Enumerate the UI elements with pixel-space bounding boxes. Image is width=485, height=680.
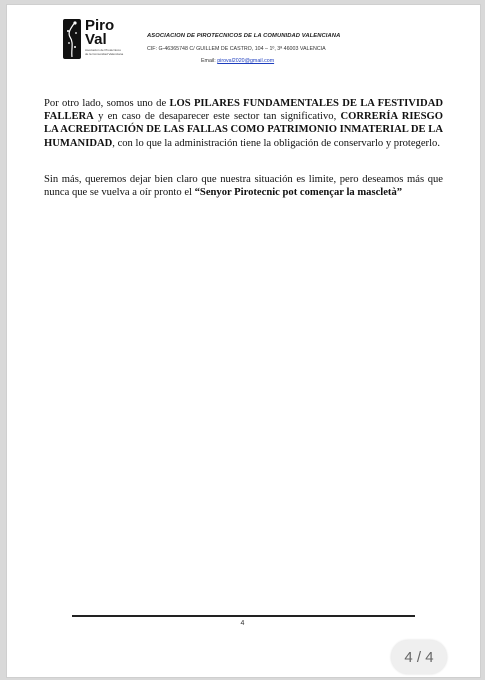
paragraph-1 (44, 97, 443, 150)
header-email (201, 58, 274, 64)
logo-wordmark (85, 19, 114, 47)
p1-bold-d: CORRERÍA RIESGO LA ACREDITACIÓN DE LAS FALLAS COMO PATRIMONIO INMATERIAL DE LA HUMANIDAD (44, 111, 443, 149)
header-cif-address: CIF: G-46365748 C/ GUILLEM DE CASTRO, 104 – 1º, 3ª 46003 VALENCIA (147, 46, 326, 52)
page-number: 4 (240, 620, 245, 627)
logo-line-1: Piro (85, 17, 115, 34)
p1-bold-b: LOS PILARES FUNDAMENTALES DE LA FESTIVIDAD FALLERA (44, 98, 444, 123)
p1-text-e: , con lo que la administración tiene la obligación de conservarlo y protegerlo. (112, 137, 440, 149)
p2-text-a: Sin más, queremos dejar bien claro que nuestra situación es limite, pero deseamos más que nunca que se vuelva a oír pronto el (44, 174, 443, 199)
email-link[interactable]: piroval2020@gmail.com (217, 58, 275, 64)
firework-icon (63, 19, 81, 59)
header-organization: ASOCIACION DE PIROTECNICOS DE LA COMUNIDAD VALENCIANA (147, 33, 341, 39)
logo-line-2: Val (85, 31, 107, 48)
logo-subtitle: Asociación de Pirotécnicos de la Comunidad Valenciana (85, 48, 124, 56)
email-label: Email: (201, 58, 216, 64)
paragraph-2 (44, 173, 443, 199)
page-indicator[interactable]: 4 / 4 (391, 640, 447, 674)
p1-text-c: y en caso de desaparecer este sector tan significativo, (93, 111, 341, 123)
footer-divider (72, 615, 415, 617)
p2-bold-b: “Senyor Pirotecnic pot començar la mascletà” (194, 187, 403, 199)
document-page (6, 4, 481, 678)
piroval-logo (63, 19, 123, 67)
p1-text-a: Por otro lado, somos uno de (44, 98, 170, 109)
